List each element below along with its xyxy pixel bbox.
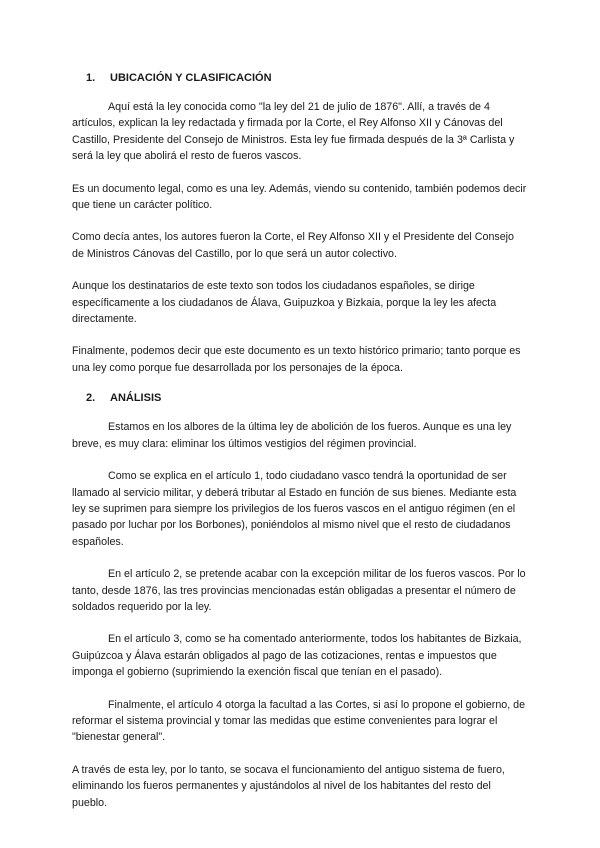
paragraph: A través de esta ley, por lo tanto, se socava el funcionamiento del antiguo sistema de fuero, eliminando los fueros permanentes y ajustándolos al nivel de los habitantes del resto del pueblo. — [72, 763, 505, 809]
paragraph: Estamos en los albores de la última ley de abolición de los fueros. Aunque es una ley breve, es muy clara: eliminar los últimos vestigios del régimen provincial. — [72, 421, 512, 450]
section-heading-ubicacion — [86, 70, 528, 86]
paragraph: Finalmente, el artículo 4 otorga la facultad a las Cortes, si así lo propone el gobierno, de reformar el sistema provincial y tomar las medidas que estime convenientes para lograr el "bienestar general". — [72, 698, 526, 744]
section-title: ANÁLISIS — [110, 392, 162, 405]
paragraph: En el artículo 3, como se ha comentado anteriormente, todos los habitantes de Bizkaia, Guipúzcoa y Álava estarán obligados al pago de las cotizaciones, rentas e impuestos que imponga el gobierno (suprimiendo la exención fiscal que tenían en el pasado). — [72, 633, 522, 679]
section-heading-analisis — [86, 390, 528, 406]
paragraph: Aquí está la ley conocida como "la ley del 21 de julio de 1876". Allí, a través de 4 artículos, explican la ley redactada y firmada por la Corte, el Rey Alfonso XII y Cánovas del Castillo, Presidente del Consejo de Ministros. Esta ley fue firmada después de la 3ª Carlista y será la ley que abolirá el resto de fueros vascos. — [72, 101, 515, 163]
section-number: 1. — [86, 72, 96, 84]
document-body — [72, 70, 528, 827]
section-title: UBICACIÓN Y CLASIFICACIÓN — [110, 72, 272, 84]
paragraph: En el artículo 2, se pretende acabar con la excepción militar de los fueros vascos. Por lo tanto, desde 1876, las tres provincias mencionadas están obligadas a presentar el número de soldados requerido por la ley. — [72, 568, 526, 613]
paragraph: Aunque los destinatarios de este texto son todos los ciudadanos españoles, se dirige específicamente a los ciudadanos de Álava, Guipuzkoa y Bizkaia, porque la ley les afecta directamente. — [72, 280, 497, 326]
paragraph: Finalmente, podemos decir que este documento es un texto histórico primario; tanto porque es una ley como porque fue desarrollada por los personajes de la época. — [72, 345, 521, 374]
paragraph: Como decía antes, los autores fueron la Corte, el Rey Alfonso XII y el Presidente del Consejo de Ministros Cánovas del Castillo, por lo que será un autor colectivo. — [72, 231, 514, 260]
paragraph: Es un documento legal, como es una ley. Además, viendo su contenido, también podemos decir que tiene un carácter político. — [72, 182, 527, 212]
section-number: 2. — [86, 392, 96, 405]
paragraph: Como se explica en el artículo 1, todo ciudadano vasco tendrá la oportunidad de ser llamado al servicio militar, y deberá tributar al Estado en función de sus bienes. Mediante esta ley se suprimen para siempre los privilegios de los fueros vascos en el antiguo régimen (en el pasado por luchar por los Borbones), poniéndolos al mismo nivel que el resto de ciudadanos españoles. — [72, 470, 517, 548]
